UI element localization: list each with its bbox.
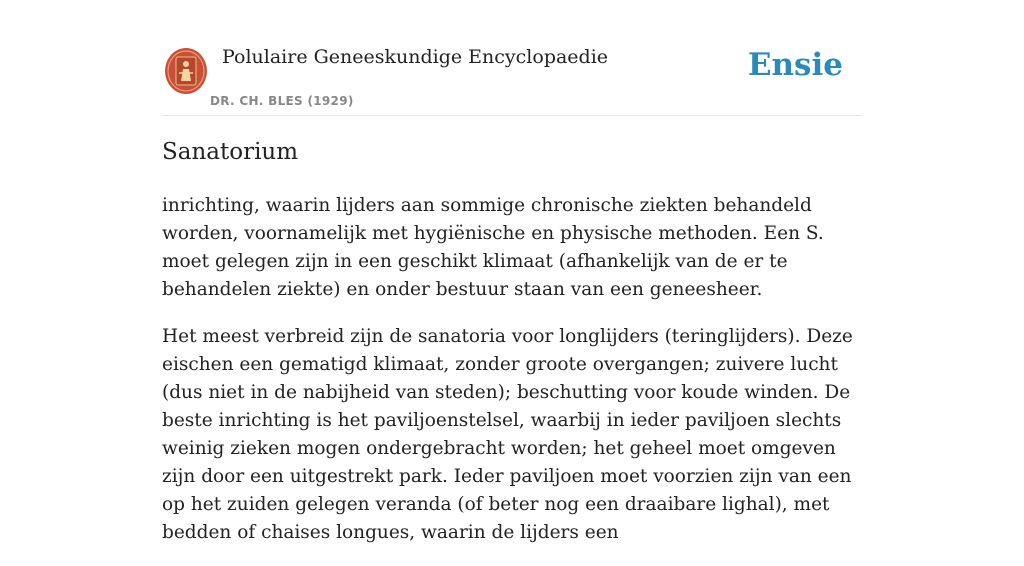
article-body bbox=[162, 192, 862, 566]
book-author: DR. CH. BLES (1929) bbox=[210, 94, 354, 108]
brand-logo[interactable]: Ensie bbox=[747, 47, 843, 83]
article-paragraph: inrichting, waarin lijders aan sommige chronische ziekten behandeld worden, voornamelijk met hygiënische en physische methoden. Een S. moet gelegen zijn in een geschikt klimaat (afhankelijk van de er te behandelen ziekte) en onder bestuur staan van een geneesheer. bbox=[162, 195, 824, 300]
book-cover-icon[interactable] bbox=[164, 47, 208, 95]
header bbox=[162, 0, 862, 116]
page-container bbox=[162, 0, 862, 543]
article-title: Sanatorium bbox=[162, 139, 299, 165]
book-title[interactable]: Polulaire Geneeskundige Encyclopaedie bbox=[222, 46, 609, 68]
article-paragraph: Het meest verbreid zijn de sanatoria voor longlijders (teringlijders). Deze eischen een gematigd klimaat, zonder groote overgangen; zuivere lucht (dus niet in de nabijheid van steden); beschutting voor koude winden. De beste inrichting is het paviljoenstelsel, waarbij in ieder paviljoen slechts weinig zieken mogen ondergebracht worden; het geheel moet omgeven zijn door een uitgestrekt park. Ieder paviljoen moet voorzien zijn van een op het zuiden gelegen veranda (of beter nog een draaibare lighal), met bedden of chaises longues, waarin de lijders een bbox=[162, 326, 853, 543]
